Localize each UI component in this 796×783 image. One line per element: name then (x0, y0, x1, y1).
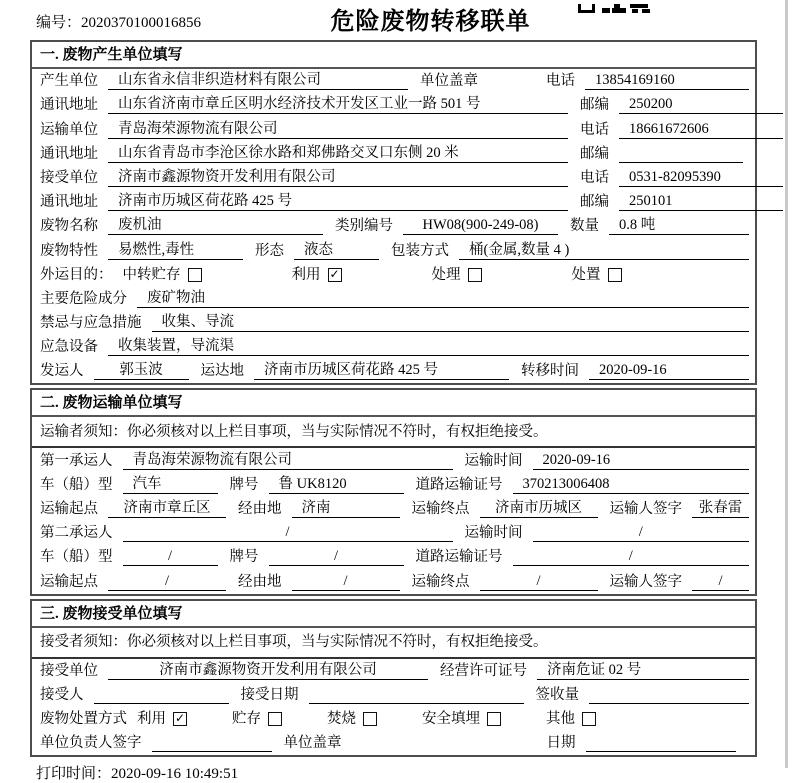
field-label: 发运人 (40, 363, 84, 380)
field-label: 运输起点 (40, 573, 98, 590)
checkbox-label: 贮存 (232, 711, 261, 728)
section-header: 二. 废物运输单位填写 (32, 390, 755, 417)
field-label: 接受日期 (240, 686, 299, 703)
field-value: / (292, 572, 400, 591)
field-label: 经营许可证号 (440, 662, 527, 679)
row-hazard-components (32, 287, 755, 311)
field-value (586, 734, 737, 752)
field-label: 外运目的： (40, 266, 113, 283)
row-waste-traits (32, 238, 755, 262)
field-value: 张春雷 (692, 499, 749, 518)
checkbox-unchecked-icon (487, 712, 501, 726)
field-value: 250101 (619, 192, 783, 211)
row-producer-unit (32, 69, 755, 93)
row-vehicle-type-1 (32, 473, 755, 497)
checkbox-option (572, 266, 622, 284)
field-value: / (533, 523, 750, 542)
field-label: 第一承运人 (40, 452, 113, 469)
row-first-carrier (32, 448, 755, 472)
row-responsible-signature (32, 731, 755, 755)
field-value: 济南市章丘区 (108, 499, 226, 518)
field-label: 车（船）型 (40, 549, 113, 566)
field-label: 牌号 (229, 476, 259, 493)
page-edge-line (785, 0, 788, 768)
row-transporter-notice (32, 417, 755, 448)
checkbox-label: 中转贮存 (122, 266, 181, 283)
field-value: 2020-09-16 (533, 451, 750, 470)
field-value (589, 686, 749, 704)
checkbox-unchecked-icon (268, 712, 282, 726)
row-receiver-notice (32, 628, 755, 659)
field-value: / (123, 523, 453, 542)
field-value: / (692, 572, 749, 591)
field-label: 废物处置方式 (40, 711, 127, 728)
print-time-label: 打印时间： (36, 766, 112, 783)
notice-text: 运输者须知：你必须核对以上栏目事项，当与实际情况不符时，有权拒绝接受。 (40, 423, 548, 440)
field-label: 包装方式 (391, 242, 449, 259)
field-value: 山东省济南市章丘区明水经济技术开发区工业一路 501 号 (108, 95, 568, 114)
field-label: 经由地 (238, 501, 282, 517)
row-vehicle-type-2 (32, 545, 755, 569)
field-label: 转移时间 (521, 363, 579, 380)
checkbox-checked-icon: ✓ (174, 711, 186, 726)
field-label: 经由地 (238, 573, 282, 590)
field-label: 废物名称 (40, 218, 98, 235)
field-value (309, 686, 524, 704)
field-value: 济南市历城区 (480, 499, 598, 518)
checkbox-option (137, 710, 187, 728)
serial-value: 2020370100016856 (81, 15, 202, 31)
checkbox-label: 利用 (291, 266, 321, 283)
section-header: 三. 废物接受单位填写 (32, 601, 755, 628)
qr-code-fragment (578, 0, 652, 9)
field-label: 单位盖章 (283, 735, 342, 752)
field-label: 邮编 (580, 194, 609, 211)
field-value: 液态 (294, 241, 379, 260)
field-label: 单位盖章 (420, 73, 478, 90)
field-value: / (480, 572, 598, 591)
serial-label: 编号： (36, 15, 82, 31)
field-label: 运输时间 (464, 452, 523, 469)
field-value: HW08(900-249-08) (403, 216, 558, 235)
field-value: 山东省永信非织造材料有限公司 (108, 71, 408, 90)
checkbox-unchecked-icon (188, 268, 202, 282)
checkbox-label: 安全填埋 (422, 711, 480, 728)
field-value: 18661672606 (619, 120, 783, 139)
field-label: 电话 (580, 169, 609, 186)
field-label: 道路运输证号 (415, 476, 503, 493)
field-label: 接受单位 (40, 662, 98, 679)
row-transfer-purpose (32, 263, 755, 287)
checkbox-option (546, 710, 596, 728)
field-label: 车（船）型 (40, 476, 113, 493)
checkbox-label: 利用 (137, 711, 166, 728)
field-label: 禁忌与应急措施 (40, 315, 142, 332)
section-transporter (30, 388, 757, 595)
field-label: 通讯地址 (40, 145, 98, 162)
field-value: 收集、导流 (152, 313, 750, 332)
field-label: 产生单位 (40, 73, 98, 90)
field-value: 济南市历城区荷花路 425 号 (108, 192, 568, 211)
field-value: 青岛海荣源物流有限公司 (123, 451, 453, 470)
row-transport-unit (32, 117, 755, 141)
checkbox-option (123, 266, 202, 284)
manifest-document (30, 0, 757, 783)
field-label: 道路运输证号 (415, 549, 503, 566)
row-waste-name (32, 214, 755, 238)
field-value: / (108, 572, 226, 591)
checkbox-option (422, 710, 501, 728)
field-value: 鲁 UK8120 (269, 475, 404, 494)
field-label: 牌号 (229, 549, 259, 566)
field-value: 370213006408 (513, 475, 750, 494)
document-header (30, 0, 757, 40)
field-value: 废矿物油 (137, 289, 749, 308)
row-emergency-equipment (32, 335, 755, 359)
field-value: 0531-82095390 (619, 168, 783, 187)
checkbox-option (292, 266, 342, 284)
field-label: 邮编 (580, 145, 609, 162)
field-label: 单位负责人签字 (40, 735, 142, 752)
row-transport-address (32, 142, 755, 166)
field-value: 山东省青岛市李沧区徐水路和郑佛路交叉口东侧 20 米 (108, 144, 568, 163)
field-label: 通讯地址 (40, 194, 98, 211)
row-emergency-measures (32, 311, 755, 335)
checkbox-unchecked-icon (582, 712, 596, 726)
row-transport-route-1 (32, 497, 755, 521)
field-value: 2020-09-16 (589, 361, 749, 380)
field-value (94, 686, 229, 704)
field-value: 废机油 (108, 216, 323, 235)
field-value: 郭玉波 (94, 361, 189, 380)
field-label: 第二承运人 (40, 525, 113, 542)
checkbox-label: 处置 (571, 266, 601, 283)
field-label: 签收量 (535, 686, 579, 703)
row-disposal-method (32, 707, 755, 731)
checkbox-option (232, 710, 282, 728)
form-sections (30, 40, 757, 757)
checkbox-unchecked-icon (468, 268, 482, 282)
field-label: 运输终点 (411, 501, 470, 517)
field-label: 类别编号 (335, 218, 393, 235)
checkbox-unchecked-icon (363, 712, 377, 726)
row-receiver-unit (32, 166, 755, 190)
field-value: / (123, 547, 218, 566)
field-value: 济南市历城区荷花路 425 号 (254, 361, 509, 380)
print-time-value: 2020-09-16 10:49:51 (111, 766, 239, 783)
field-value: 250200 (619, 95, 783, 114)
field-value: 济南市鑫源物资开发利用有限公司 (108, 661, 428, 680)
field-label: 主要危险成分 (40, 290, 127, 307)
field-label: 运输起点 (40, 501, 98, 517)
field-value: 青岛海荣源物流有限公司 (108, 120, 568, 139)
field-value: 0.8 吨 (609, 216, 749, 235)
field-label: 数量 (570, 218, 599, 235)
row-producer-address (32, 93, 755, 117)
field-value: 汽车 (123, 475, 218, 494)
field-value (152, 734, 272, 752)
field-label: 电话 (546, 73, 575, 90)
checkbox-label: 处理 (431, 266, 461, 283)
field-label: 废物特性 (40, 242, 98, 259)
field-label: 电话 (580, 121, 609, 138)
field-value: 济南市鑫源物资开发利用有限公司 (108, 168, 568, 187)
field-label: 运达地 (200, 363, 244, 380)
checkbox-label: 焚烧 (327, 711, 356, 728)
checkbox-unchecked-icon (608, 268, 622, 282)
checkbox-option (327, 710, 377, 728)
field-value: / (513, 547, 750, 566)
field-value (619, 145, 743, 163)
field-value: 13854169160 (585, 71, 749, 90)
field-label: 应急设备 (40, 339, 98, 356)
field-label: 形态 (255, 242, 284, 259)
row-accept-person (32, 683, 755, 707)
row-shipper (32, 359, 755, 383)
checkbox-option (432, 266, 482, 284)
section-receiver (30, 599, 757, 758)
row-transport-route-2 (32, 569, 755, 593)
field-value: 济南 (292, 499, 400, 518)
field-label: 接受人 (40, 686, 84, 703)
checkbox-label: 其他 (546, 711, 575, 728)
field-label: 日期 (546, 735, 576, 752)
row-accept-unit (32, 659, 755, 683)
field-value: 济南危证 02 号 (537, 661, 749, 680)
field-label: 通讯地址 (40, 97, 98, 114)
notice-text: 接受者须知：你必须核对以上栏目事项，当与实际情况不符时，有权拒绝接受。 (40, 634, 548, 651)
field-value: 易燃性,毒性 (108, 241, 243, 260)
field-label: 运输时间 (464, 525, 523, 542)
field-label: 接受单位 (40, 169, 98, 186)
checkbox-checked-icon: ✓ (329, 266, 340, 281)
field-label: 运输单位 (40, 121, 98, 138)
row-second-carrier (32, 521, 755, 545)
field-value: / (269, 547, 404, 566)
section-header: 一. 废物产生单位填写 (32, 42, 755, 69)
field-value: 桶(金属,数量 4 ) (459, 241, 749, 260)
section-producer (30, 40, 757, 385)
field-label: 运输终点 (411, 573, 470, 590)
field-label: 运输人签字 (609, 501, 682, 517)
field-label: 运输人签字 (609, 573, 682, 590)
field-label: 邮编 (580, 97, 609, 114)
print-time (36, 762, 757, 783)
row-receiver-address (32, 190, 755, 214)
field-value: 收集装置，导流渠 (108, 337, 749, 356)
page-title: 危险废物转移联单 (330, 9, 531, 35)
